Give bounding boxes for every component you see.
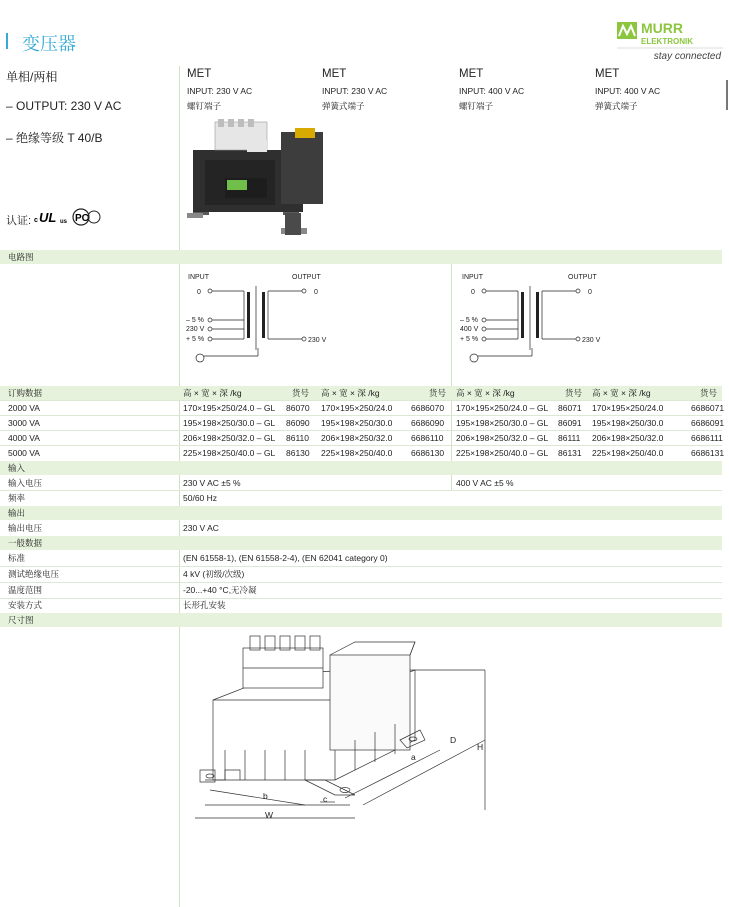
order-dims-cell: 170×195×250/24.0 – GL: [456, 403, 549, 413]
svg-text:400 V: 400 V: [460, 326, 479, 333]
svg-text:OUTPUT: OUTPUT: [568, 274, 597, 281]
svg-text:– 5 %: – 5 %: [186, 317, 204, 324]
brand-name-bottom: ELEKTRONIK: [641, 37, 693, 46]
intro-insulation: – 绝缘等级 T 40/B: [6, 131, 103, 145]
standard-label: 标准: [8, 553, 26, 563]
page-title: 变压器: [22, 34, 76, 54]
order-head-art-2: 货号: [429, 388, 447, 398]
svg-text:– 5 %: – 5 %: [460, 317, 478, 324]
svg-text:UL: UL: [39, 210, 57, 225]
order-article-number: 6686111: [691, 433, 723, 443]
input-voltage-400: 400 V AC ±5 %: [456, 478, 514, 488]
standard-value: (EN 61558-1), (EN 61558-2-4), (EN 62041 category 0): [183, 553, 388, 563]
product-3-name: MET: [459, 68, 484, 80]
section-input-bar: [0, 461, 722, 475]
order-article-number: 86091: [558, 418, 582, 428]
product-2-input: INPUT: 230 V AC: [322, 86, 388, 96]
product-4-name: MET: [595, 68, 620, 80]
order-article-number: 86110: [286, 433, 310, 443]
order-dims-cell: 206×198×250/32.0: [592, 433, 664, 443]
order-dims-cell: 225×198×250/40.0: [592, 448, 664, 458]
frequency-value: 50/60 Hz: [183, 493, 218, 503]
order-article-number: 86071: [558, 403, 582, 413]
dim-b: b: [263, 791, 268, 801]
dim-h: H: [477, 742, 484, 752]
svg-text:OUTPUT: OUTPUT: [292, 274, 321, 281]
order-head-art-3: 货号: [565, 388, 583, 398]
order-dims-cell: 195×198×250/30.0 – GL: [183, 418, 276, 428]
certification-icons: [34, 207, 104, 232]
order-dims-cell: 170×195×250/24.0: [321, 403, 393, 413]
order-head-dims-4: 高 × 宽 × 深 /kg: [592, 388, 651, 398]
svg-text:0: 0: [588, 289, 592, 296]
section-output: 输出: [8, 508, 26, 518]
order-dims-cell: 170×195×250/24.0: [592, 403, 664, 413]
section-general: 一般数据: [8, 538, 43, 548]
svg-text:+ 5 %: + 5 %: [186, 336, 205, 343]
order-dims-cell: 195×198×250/30.0 – GL: [456, 418, 549, 428]
dimension-drawing: [195, 630, 495, 835]
svg-text:0: 0: [471, 289, 475, 296]
output-voltage-label: 输出电压: [8, 523, 43, 533]
section-dimension: 尺寸图: [8, 615, 34, 625]
order-article-number: 86111: [558, 433, 581, 443]
cert-label: 认证:: [6, 215, 32, 227]
intro-phase: 单相/两相: [6, 70, 58, 84]
order-dims-cell: 225×198×250/40.0 – GL: [456, 448, 549, 458]
order-article-number: 86130: [286, 448, 310, 458]
order-article-number: 6686131: [691, 448, 725, 458]
dim-a: a: [411, 752, 416, 762]
order-article-number: 6686130: [411, 448, 445, 458]
section-circuit: 电路图: [8, 252, 34, 262]
dim-w: W: [265, 810, 274, 820]
svg-text:230 V: 230 V: [308, 337, 327, 344]
order-article-number: 6686110: [411, 433, 444, 443]
product-2-name: MET: [322, 68, 347, 80]
product-2-terminal: 弹簧式端子: [322, 101, 365, 111]
output-voltage-value: 230 V AC: [183, 523, 219, 533]
order-article-number: 6686071: [691, 403, 725, 413]
product-1-terminal: 螺钉端子: [187, 101, 222, 111]
svg-text:+ 5 %: + 5 %: [460, 336, 479, 343]
section-dimension-bar: [0, 613, 722, 627]
dim-d: D: [450, 735, 457, 745]
section-order: 订购数据: [8, 388, 43, 398]
order-article-number: 6686090: [411, 418, 445, 428]
svg-text:c: c: [34, 217, 38, 224]
mount-label: 安装方式: [8, 600, 43, 610]
product-photo: [185, 118, 335, 248]
product-4-terminal: 弹簧式端子: [595, 101, 638, 111]
order-article-number: 6686091: [691, 418, 725, 428]
order-dims-cell: 225×198×250/40.0: [321, 448, 393, 458]
svg-text:us: us: [60, 219, 68, 225]
order-head-dims-2: 高 × 宽 × 深 /kg: [321, 388, 380, 398]
order-article-number: 6686070: [411, 403, 445, 413]
order-row-label: 2000 VA: [8, 403, 40, 413]
svg-text:0: 0: [314, 289, 318, 296]
section-general-bar: [0, 536, 722, 550]
svg-text:PC: PC: [75, 213, 89, 224]
section-circuit-bar: [0, 250, 722, 264]
murr-logo: [617, 18, 723, 66]
intro-output: – OUTPUT: 230 V AC: [6, 99, 122, 113]
brand-name-top: MURR: [641, 20, 683, 36]
svg-text:0: 0: [197, 289, 201, 296]
order-article-number: 86090: [286, 418, 310, 428]
section-input: 输入: [8, 463, 26, 473]
circuit-diagram-400v: [458, 268, 618, 378]
svg-text:INPUT: INPUT: [462, 274, 483, 281]
section-output-bar: [0, 506, 722, 520]
order-dims-cell: 170×195×250/24.0 – GL: [183, 403, 276, 413]
order-dims-cell: 195×198×250/30.0: [592, 418, 664, 428]
input-voltage-label: 输入电压: [8, 478, 43, 488]
brand-tagline: stay connected: [653, 51, 721, 62]
test-voltage-value: 4 kV (初级/次级): [183, 569, 245, 579]
order-head-art-1: 货号: [292, 388, 310, 398]
dim-c: c: [323, 794, 328, 804]
temp-value: -20...+40 °C,无冷凝: [183, 585, 257, 595]
order-dims-cell: 206×198×250/32.0 – GL: [183, 433, 276, 443]
test-voltage-label: 测试绝缘电压: [8, 569, 60, 579]
product-4-input: INPUT: 400 V AC: [595, 86, 661, 96]
order-head-dims-1: 高 × 宽 × 深 /kg: [183, 388, 242, 398]
product-1-name: MET: [187, 68, 212, 80]
mount-value: 长形孔安装: [183, 600, 226, 610]
order-article-number: 86070: [286, 403, 310, 413]
order-row-label: 5000 VA: [8, 448, 40, 458]
product-1-input: INPUT: 230 V AC: [187, 86, 253, 96]
order-article-number: 86131: [558, 448, 582, 458]
order-dims-cell: 206×198×250/32.0 – GL: [456, 433, 549, 443]
title-accent: [6, 33, 8, 49]
order-head-art-4: 货号: [700, 388, 718, 398]
svg-text:230 V: 230 V: [186, 326, 205, 333]
temp-label: 温度范围: [8, 585, 43, 595]
input-voltage-230: 230 V AC ±5 %: [183, 478, 241, 488]
frequency-label: 频率: [8, 493, 26, 503]
order-dims-cell: 195×198×250/30.0: [321, 418, 393, 428]
order-dims-cell: 206×198×250/32.0: [321, 433, 393, 443]
product-3-input: INPUT: 400 V AC: [459, 86, 525, 96]
order-head-dims-3: 高 × 宽 × 深 /kg: [456, 388, 515, 398]
svg-text:230 V: 230 V: [582, 337, 601, 344]
circuit-diagram-230v: [184, 268, 344, 378]
order-row-label: 3000 VA: [8, 418, 40, 428]
svg-text:INPUT: INPUT: [188, 274, 209, 281]
order-dims-cell: 225×198×250/40.0 – GL: [183, 448, 276, 458]
product-3-terminal: 螺钉端子: [459, 101, 494, 111]
order-row-label: 4000 VA: [8, 433, 40, 443]
